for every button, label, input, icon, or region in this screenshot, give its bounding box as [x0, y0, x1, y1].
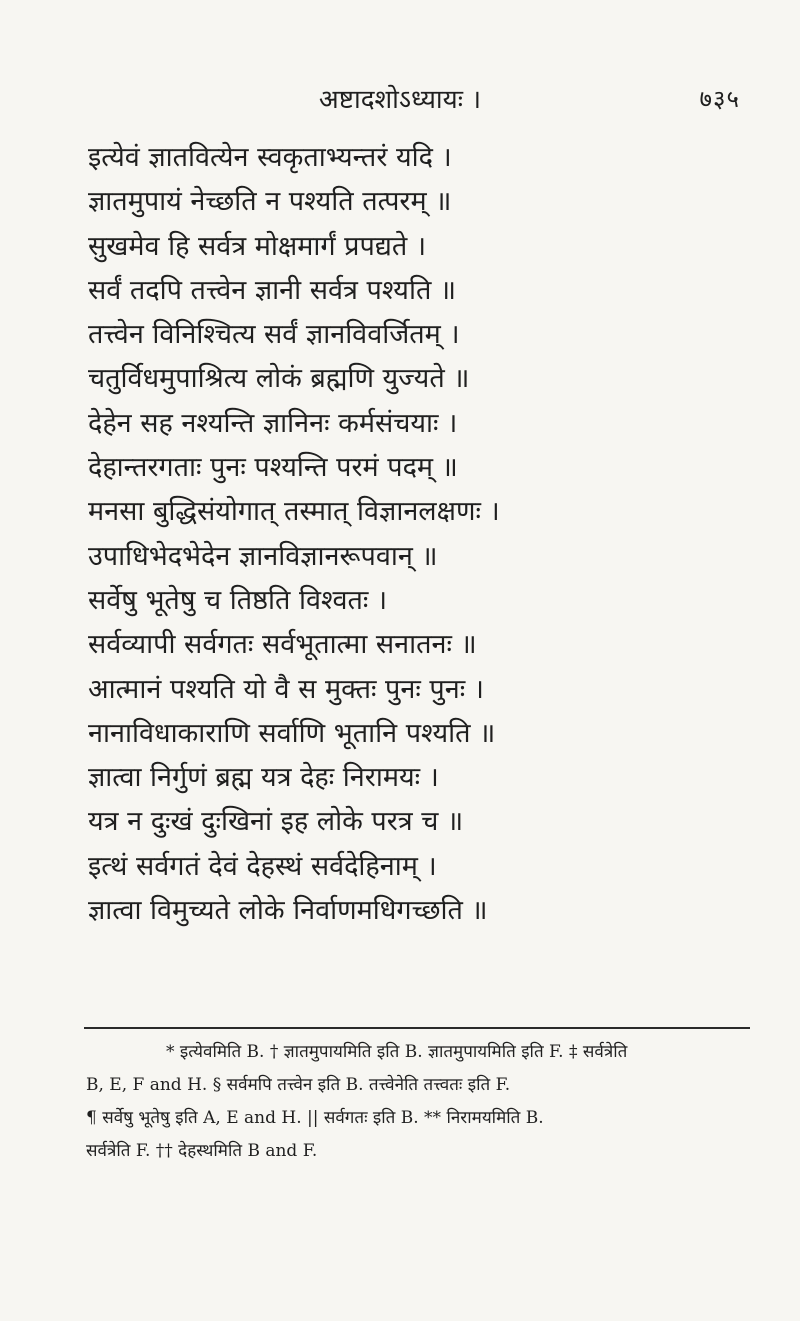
- footnotes: [86, 1036, 756, 1168]
- verse-line: नानाविधाकाराणि सर्वाणि भूतानि पश्यति ॥: [88, 717, 496, 749]
- footnote-divider: [84, 1027, 750, 1029]
- verse-line: सर्वव्यापी सर्वगतः सर्वभूतात्मा सनातनः ॥: [88, 629, 477, 661]
- verse-line: सुखमेव हि सर्वत्र मोक्षमार्गं प्रपद्यते ।: [88, 230, 427, 262]
- page-number: ७३५: [699, 85, 740, 113]
- verse-line: सर्वं तदपि तत्त्वेन ज्ञानी सर्वत्र पश्यति ॥: [88, 274, 457, 306]
- verse-line: उपाधिभेदभेदेन ज्ञानविज्ञानरूपवान् ॥: [88, 540, 438, 572]
- verse-line: इत्थं सर्वगतं देवं देहस्थं सर्वदेहिनाम् ।: [88, 850, 437, 882]
- footnote-line: B, E, F and H. § सर्वमपि तत्त्वेन इति B. तत्त्वेनेति तत्त्वतः इति F.: [86, 1075, 511, 1095]
- page-header: [0, 80, 800, 120]
- verse-line: देहान्तरगताः पुनः पश्यन्ति परमं पदम् ॥: [88, 452, 458, 484]
- verse-line: देहेन सह नश्यन्ति ज्ञानिनः कर्मसंचयाः ।: [88, 407, 458, 439]
- verse-line: सर्वेषु भूतेषु च तिष्ठति विश्वतः ।: [88, 584, 388, 616]
- verse-line: तत्त्वेन विनिश्चित्य सर्वं ज्ञानविवर्जितम् ।: [88, 319, 460, 351]
- verse-line: मनसा बुद्धिसंयोगात् तस्मात् विज्ञानलक्षणः ।: [88, 496, 500, 528]
- verse-line: आत्मानं पश्यति यो वै स मुक्तः पुनः पुनः ।: [88, 673, 484, 705]
- verse-line: इत्येवं ज्ञातवित्येन स्वकृताभ्यन्तरं यदि ।: [88, 142, 452, 173]
- verse-line: ज्ञातमुपायं नेच्छति न पश्यति तत्परम् ॥: [88, 186, 452, 218]
- verse-line: यत्र न दुःखं दुःखिनां इह लोके परत्र च ॥: [88, 806, 464, 838]
- verse-block: [88, 136, 748, 933]
- verse-line: चतुर्विधमुपाश्रित्य लोकं ब्रह्मणि युज्यते ॥: [88, 363, 470, 395]
- footnote-line: ¶ सर्वेषु भूतेषु इति A, E and H. || सर्वगतः इति B. ** निरामयमिति B.: [86, 1108, 544, 1128]
- footnote-line: सर्वत्रेति F. †† देहस्थमिति B and F.: [86, 1141, 318, 1161]
- verse-line: ज्ञात्वा निर्गुणं ब्रह्म यत्र देहः निरामयः ।: [88, 762, 439, 794]
- footnote-line: * इत्येवमिति B. † ज्ञातमुपायमिति इति B. ज्ञातमुपायमिति इति F. ‡ सर्वत्रेति: [166, 1042, 628, 1062]
- chapter-title: अष्टादशोऽध्यायः ।: [318, 85, 482, 115]
- verse-line: ज्ञात्वा विमुच्यते लोके निर्वाणमधिगच्छति ॥: [88, 895, 488, 927]
